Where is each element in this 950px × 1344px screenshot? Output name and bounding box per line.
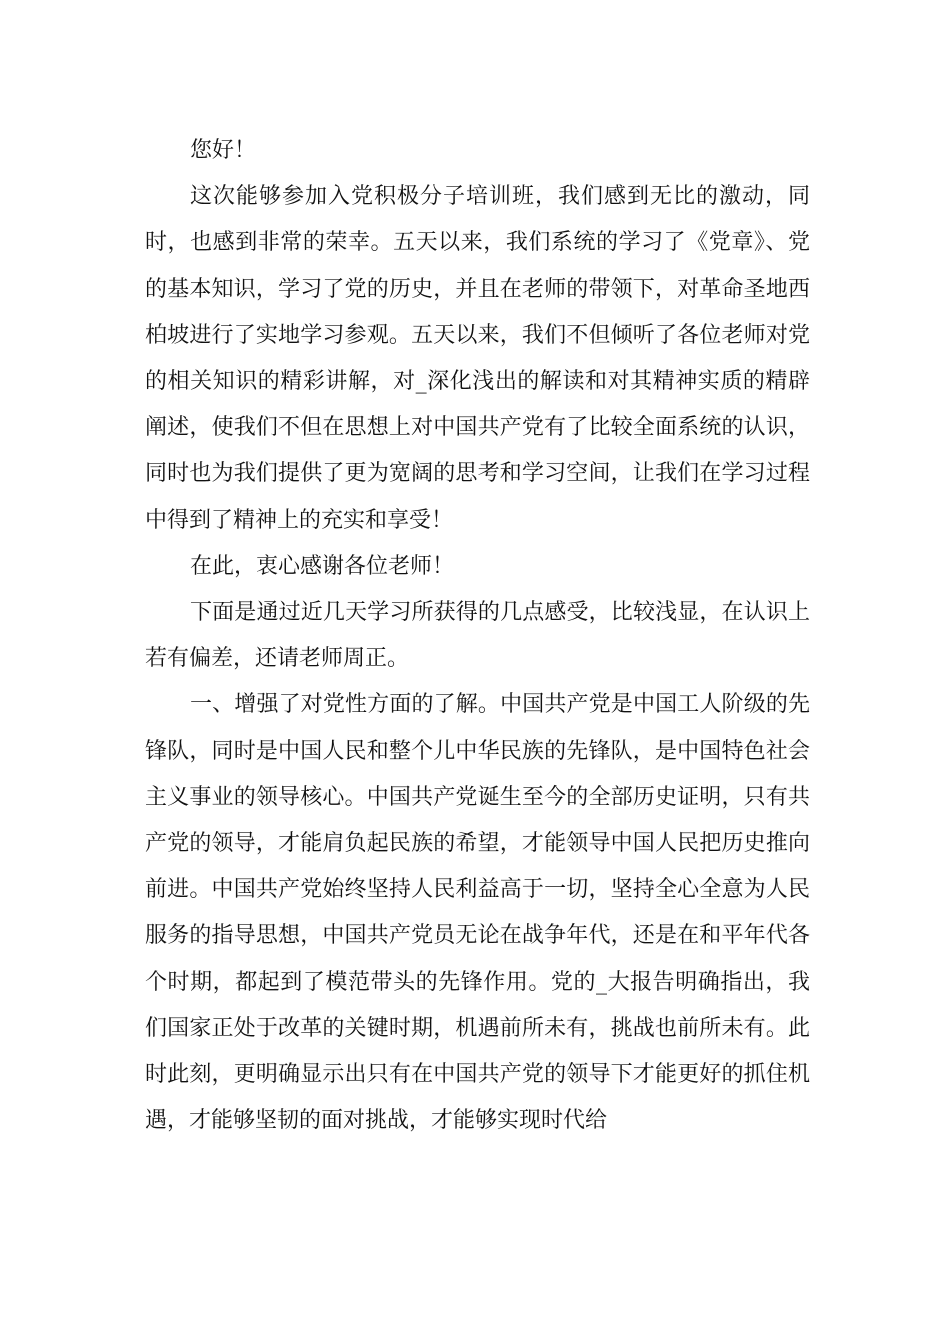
- greeting-paragraph: 您好！: [190, 138, 257, 163]
- thanks-paragraph: 在此，衷心感谢各位老师！: [190, 553, 455, 579]
- document-body: [145, 128, 810, 1144]
- intro-paragraph: 这次能够参加入党积极分子培训班，我们感到无比的激动，同时，也感到非常的荣幸。五天以来，我们系统的学习了《党章》、党的基本知识，学习了党的历史，并且在老师的带领下，对革命圣地西柏坡进行了实地学习参观。五天以来，我们不但倾听了各位老师对党的相关知识的精彩讲解，对_深化浅出的解读和对其精神实质的精辟阐述，使我们不但在思想上对中国共产党有了比较全面系统的认识，同时也为我们提供了更为宽阔的思考和学习空间，让我们在学习过程中得到了精神上的充实和享受！: [145, 184, 810, 533]
- section-one-paragraph: 一、增强了对党性方面的了解。中国共产党是中国工人阶级的先锋队，同时是中国人民和整个儿中华民族的先锋队，是中国特色社会主义事业的领导核心。中国共产党诞生至今的全部历史证明，只有共产党的领导，才能肩负起民族的希望，才能领导中国人民把历史推向前进。中国共产党始终坚持人民利益高于一切，坚持全心全意为人民服务的指导思想，中国共产党员无论在战争年代，还是在和平年代各个时期，都起到了模范带头的先锋作用。党的_大报告明确指出，我们国家正处于改革的关键时期，机遇前所未有，挑战也前所未有。此时此刻，更明确显示出只有在中国共产党的领导下才能更好的抓住机遇，才能够坚韧的面对挑战，才能够实现时代给: [145, 692, 810, 1134]
- preface-paragraph: 下面是通过近几天学习所获得的几点感受，比较浅显，在认识上若有偏差，还请老师周正。: [145, 600, 810, 672]
